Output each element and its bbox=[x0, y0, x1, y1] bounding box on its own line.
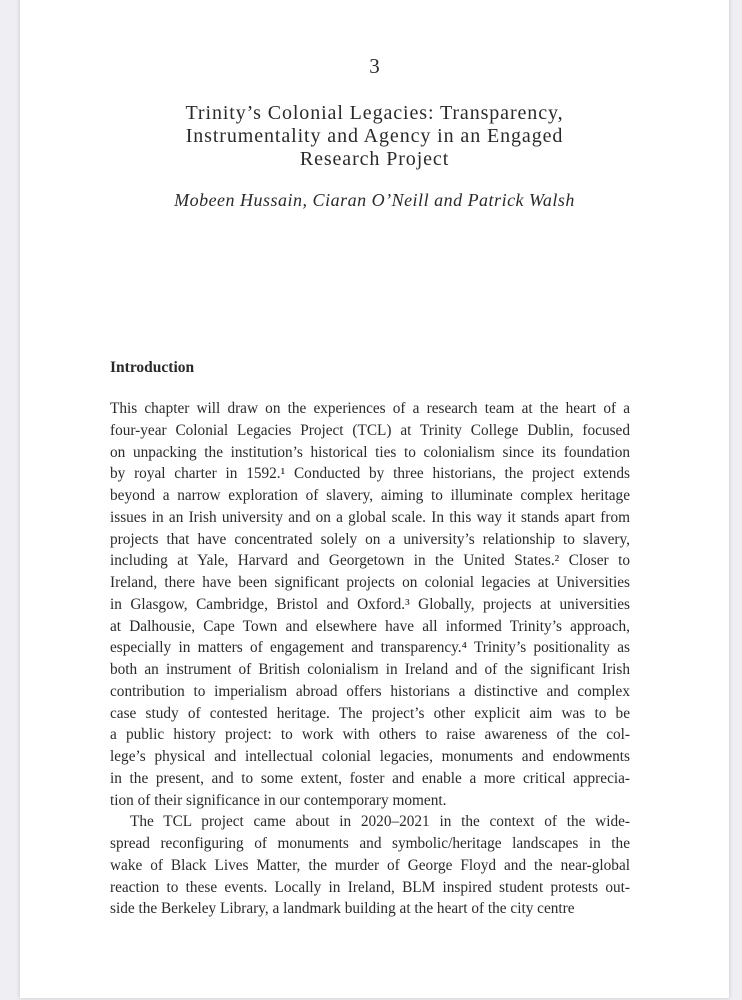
text-line: both an instrument of British colonialism in Ireland and of the significant Irish bbox=[110, 661, 630, 678]
text-line: spread reconfiguring of monuments and symbolic/heritage landscapes in the bbox=[110, 835, 630, 852]
text-line: contribution to imperialism abroad offers historians a distinctive and complex bbox=[110, 682, 630, 700]
text-line: reaction to these events. Locally in Ireland, BLM inspired student protests out- bbox=[110, 878, 630, 896]
text-line: on unpacking the institution’s historical ties to colonialism since its foundation bbox=[110, 443, 630, 461]
section-heading: Introduction bbox=[110, 359, 195, 376]
text-line: by royal charter in 1592.¹ Conducted by three historians, the project extends bbox=[110, 465, 630, 483]
text-line: especially in matters of engagement and transparency.⁴ Trinity’s positionality as bbox=[110, 639, 630, 657]
paragraph bbox=[110, 398, 630, 811]
text-line: at Dalhousie, Cape Town and elsewhere have all informed Trinity’s approach, bbox=[110, 617, 630, 635]
text-line: This chapter will draw on the experiences of a research team at the heart of a bbox=[110, 400, 630, 417]
document-page bbox=[20, 0, 729, 998]
text-line: including at Yale, Harvard and Georgetown in the United States.² Closer to bbox=[110, 552, 630, 570]
title-line: Trinity’s Colonial Legacies: Transparency, bbox=[185, 102, 564, 124]
text-line: four-year Colonial Legacies Project (TCL) at Trinity College Dublin, focused bbox=[110, 421, 630, 439]
text-line: issues in an Irish university and on a global scale. In this way it stands apart from bbox=[110, 508, 630, 526]
text-line: a public history project: to work with others to raise awareness of the col- bbox=[110, 726, 630, 744]
chapter-authors: Mobeen Hussain, Ciaran O’Neill and Patrick Walsh bbox=[174, 190, 575, 210]
body-text bbox=[110, 398, 630, 920]
text-line: tion of their significance in our contemporary moment. bbox=[110, 791, 447, 809]
text-line: side the Berkeley Library, a landmark building at the heart of the city centre bbox=[110, 900, 575, 918]
chapter-title bbox=[20, 102, 729, 171]
text-line: The TCL project came about in 2020–2021 in the context of the wide- bbox=[130, 813, 630, 831]
text-line: in the present, and to some extent, foster and enable a more critical apprecia- bbox=[110, 769, 630, 787]
text-line: wake of Black Lives Matter, the murder of George Floyd and the near-global bbox=[110, 856, 630, 874]
title-line: Research Project bbox=[299, 148, 450, 170]
title-line: Instrumentality and Agency in an Engaged bbox=[185, 125, 564, 147]
text-line: projects that have concentrated solely on a university’s relationship to slavery, bbox=[110, 530, 630, 548]
text-line: lege’s physical and intellectual colonial legacies, monuments and endowments bbox=[110, 748, 630, 765]
text-line: in Glasgow, Cambridge, Bristol and Oxford.³ Globally, projects at universities bbox=[110, 595, 630, 613]
text-line: case study of contested heritage. The project’s other explicit aim was to be bbox=[110, 704, 630, 722]
chapter-number: 3 bbox=[369, 54, 380, 78]
paragraph bbox=[110, 811, 630, 920]
text-line: Ireland, there have been significant projects on colonial legacies at Universities bbox=[110, 574, 630, 591]
text-line: beyond a narrow exploration of slavery, aiming to illuminate complex heritage bbox=[110, 487, 630, 504]
